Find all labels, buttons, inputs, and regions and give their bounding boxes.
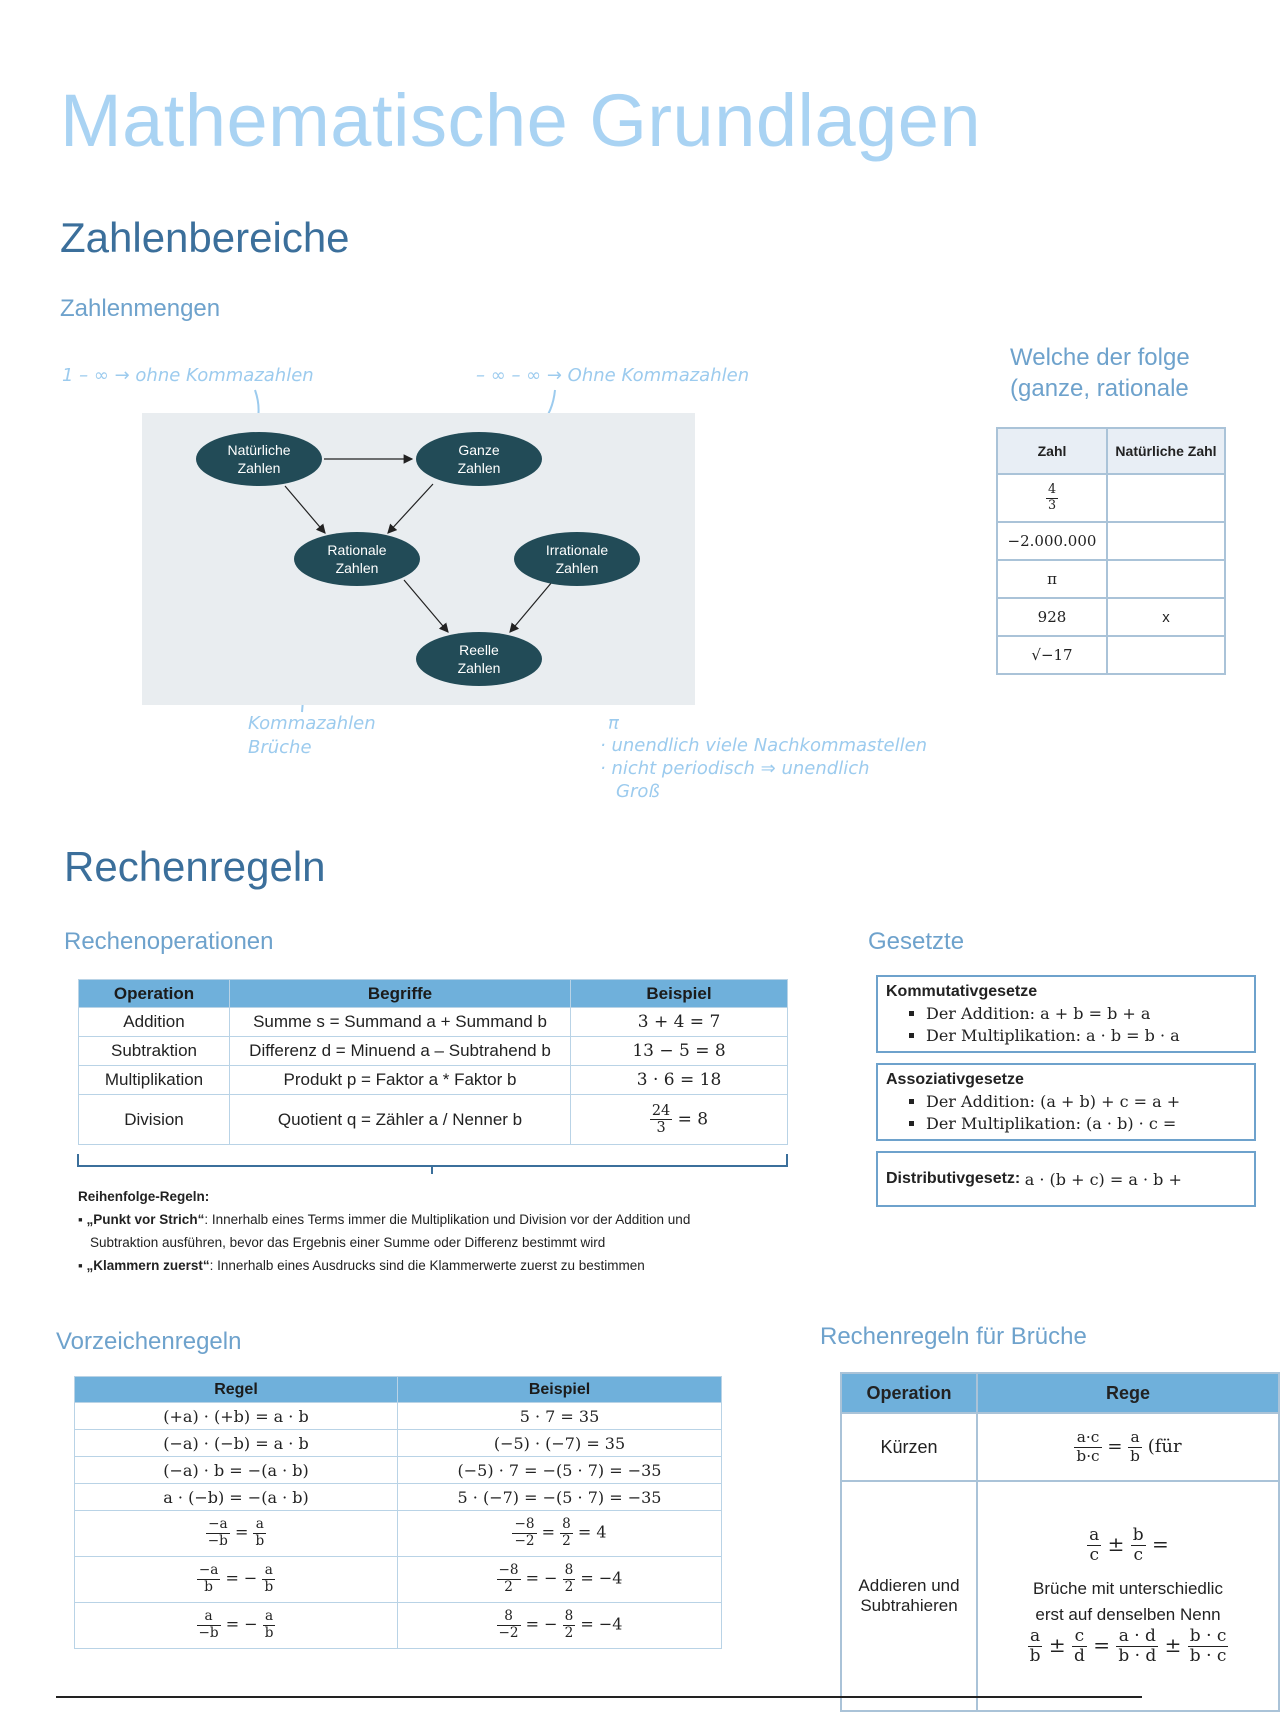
exercise-row <box>997 560 1225 598</box>
exercise-row <box>997 474 1225 522</box>
ops-col-begriffe: Begriffe <box>230 980 571 1008</box>
exercise-cell-mark[interactable]: x <box>1107 598 1225 636</box>
note-irrational-4: Groß <box>616 781 660 802</box>
table-row <box>841 1413 1279 1481</box>
fractions-cell-rule: $\frac{a}{c}$ ± $\frac{b}{c}$ = Brüche mit unterschiedlic erst auf denselben Nenn $\frac{a}{b}$ ± $\frac{c}{d}$ = $\frac{a \cdot d}{b \cdot d}$ ± $\frac{b \cdot c}{b \cdot c}$ <box>977 1481 1279 1711</box>
exercise-cell-mark[interactable] <box>1107 636 1225 674</box>
ops-cell-terms: Differenz d = Minuend a – Subtrahend b <box>230 1037 571 1066</box>
order-rules <box>78 1185 798 1277</box>
ops-cell-operation: Subtraktion <box>79 1037 230 1066</box>
table-row <box>841 1481 1279 1711</box>
fractions-cell-rule: $\frac{a\cdot c}{b\cdot c}$ = $\frac{a}{b}$ (für <box>977 1413 1279 1481</box>
ops-cell-example: 13 − 5 = 8 <box>571 1037 788 1066</box>
table-row <box>75 1457 722 1484</box>
note-irrational-1: π <box>608 713 619 734</box>
table-row <box>75 1430 722 1457</box>
exercise-row <box>997 598 1225 636</box>
sign-cell-example: 5 · 7 = 35 <box>398 1403 722 1430</box>
sign-cell-example: $\frac{-8}{2}$ = − $\frac{8}{2}$ = −4 <box>398 1557 722 1603</box>
ops-cell-terms: Quotient q = Zähler a / Nenner b <box>230 1095 571 1145</box>
note-rational-2: Brüche <box>248 737 312 758</box>
subheading-vorzeichenregeln: Vorzeichenregeln <box>56 1328 242 1355</box>
subheading-brueche: Rechenregeln für Brüche <box>820 1323 1087 1350</box>
subheading-rechenoperationen: Rechenoperationen <box>64 928 274 955</box>
exercise-cell-number: 928 <box>997 598 1107 636</box>
law-title-assoziativ: Assoziativgesetze <box>886 1071 1024 1088</box>
node-rationale-zahlen: Rationale Zahlen <box>294 532 420 586</box>
law-kommutativ-addition: ▪ Der Addition: a + b = b + a <box>926 1003 1246 1025</box>
note-irrational-2: · unendlich viele Nachkommastellen <box>600 735 928 756</box>
law-box-assoziativ <box>876 1063 1256 1141</box>
table-row <box>75 1484 722 1511</box>
note-irrational-3: · nicht periodisch ⇒ unendlich <box>600 758 870 779</box>
exercise-row <box>997 636 1225 674</box>
subheading-zahlenmengen: Zahlenmengen <box>60 295 221 322</box>
table-row <box>75 1603 722 1649</box>
law-distributiv-formula: a · (b + c) = a · b + <box>1024 1169 1182 1189</box>
law-kommutativ-multiplikation: ▪ Der Multiplikation: a · b = b · a <box>926 1025 1246 1047</box>
page-title: Mathematische Grundlagen <box>60 79 982 162</box>
table-row <box>79 1095 788 1145</box>
exercise-question-line-2: (ganze, rationale <box>1010 375 1189 402</box>
law-assoziativ-multiplikation: ▪ Der Multiplikation: (a · b) · c = <box>926 1113 1246 1135</box>
node-ganze-zahlen: Ganze Zahlen <box>416 432 542 486</box>
fractions-table-wrapper <box>840 1372 1227 1700</box>
ops-cell-operation: Division <box>79 1095 230 1145</box>
bottom-divider <box>56 1696 1142 1698</box>
exercise-table-wrapper <box>996 427 1217 675</box>
ops-cell-operation: Addition <box>79 1008 230 1037</box>
ops-cell-operation: Multiplikation <box>79 1066 230 1095</box>
table-row <box>75 1403 722 1430</box>
sign-cell-rule: $\frac{-a}{-b}$ = $\frac{a}{b}$ <box>75 1511 398 1557</box>
sign-cell-example: $\frac{8}{-2}$ = − $\frac{8}{2}$ = −4 <box>398 1603 722 1649</box>
table-row <box>75 1511 722 1557</box>
exercise-cell-number: π <box>997 560 1107 598</box>
ops-cell-terms: Summe s = Summand a + Summand b <box>230 1008 571 1037</box>
exercise-question-line-1: Welche der folge <box>1010 344 1190 371</box>
exercise-cell-mark[interactable] <box>1107 560 1225 598</box>
node-natuerliche-zahlen: Natürliche Zahlen <box>196 432 322 486</box>
exercise-cell-mark[interactable] <box>1107 474 1225 522</box>
note-natural: 1 – ∞ → ohne Kommazahlen <box>62 365 314 386</box>
fractions-cell-operation: Kürzen <box>841 1413 977 1481</box>
law-box-kommutativ <box>876 975 1256 1053</box>
section-heading-zahlenbereiche: Zahlenbereiche <box>60 214 350 261</box>
sign-cell-example: $\frac{-8}{-2}$ = $\frac{8}{2}$ = 4 <box>398 1511 722 1557</box>
law-title-distributiv: Distributivgesetz: <box>886 1170 1021 1187</box>
exercise-cell-number: −2.000.000 <box>997 522 1107 560</box>
exercise-cell-mark[interactable] <box>1107 522 1225 560</box>
operations-table <box>78 979 788 1145</box>
subheading-gesetzte: Gesetzte <box>868 928 965 955</box>
brace-connector <box>70 1152 800 1174</box>
sign-cell-example: (−5) · (−7) = 35 <box>398 1430 722 1457</box>
sign-cell-example: 5 · (−7) = −(5 · 7) = −35 <box>398 1484 722 1511</box>
law-box-distributiv <box>876 1151 1256 1207</box>
ops-cell-terms: Produkt p = Faktor a * Faktor b <box>230 1066 571 1095</box>
sign-col-regel: Regel <box>75 1377 398 1403</box>
note-rational-1: Kommazahlen <box>248 713 376 734</box>
sign-col-beispiel: Beispiel <box>398 1377 722 1403</box>
sign-cell-rule: a · (−b) = −(a · b) <box>75 1484 398 1511</box>
note-integer: – ∞ – ∞ → Ohne Kommazahlen <box>476 365 750 386</box>
ops-col-operation: Operation <box>79 980 230 1008</box>
node-irrationale-zahlen: Irrationale Zahlen <box>514 532 640 586</box>
exercise-cell-number: $\frac{4}{3}$ <box>997 474 1107 522</box>
fractions-col-regel: Rege <box>977 1373 1279 1413</box>
law-assoziativ-addition: ▪ Der Addition: (a + b) + c = a + <box>926 1091 1246 1113</box>
sign-cell-example: (−5) · 7 = −(5 · 7) = −35 <box>398 1457 722 1484</box>
order-rule-1: ▪ „Punkt vor Strich“: Innerhalb eines Terms immer die Multiplikation und Division vor der Addition und <box>78 1212 691 1227</box>
fractions-table <box>840 1372 1280 1712</box>
order-rule-2: ▪ „Klammern zuerst“: Innerhalb eines Ausdrucks sind die Klammerwerte zuerst zu bestimmen <box>78 1258 645 1273</box>
exercise-question <box>1010 342 1200 404</box>
exercise-table <box>996 427 1226 675</box>
exercise-row <box>997 522 1225 560</box>
ops-cell-example: 3 · 6 = 18 <box>571 1066 788 1095</box>
law-title-kommutativ: Kommutativgesetze <box>886 983 1038 1000</box>
sign-cell-rule: (+a) · (+b) = a · b <box>75 1403 398 1430</box>
fractions-cell-operation: Addieren und Subtrahieren <box>841 1481 977 1711</box>
sign-cell-rule: $\frac{a}{-b}$ = − $\frac{a}{b}$ <box>75 1603 398 1649</box>
ops-cell-example: $\frac{24}{3}$ = 8 <box>571 1095 788 1145</box>
table-row <box>79 1037 788 1066</box>
ops-cell-example: 3 + 4 = 7 <box>571 1008 788 1037</box>
exercise-col-zahl: Zahl <box>997 428 1107 474</box>
table-row <box>79 1066 788 1095</box>
sign-cell-rule: (−a) · (−b) = a · b <box>75 1430 398 1457</box>
sign-cell-rule: $\frac{-a}{b}$ = − $\frac{a}{b}$ <box>75 1557 398 1603</box>
fractions-col-operation: Operation <box>841 1373 977 1413</box>
order-rule-1-continued: Subtraktion ausführen, bevor das Ergebnis einer Summe oder Differenz bestimmt wird <box>90 1235 606 1250</box>
order-rules-title: Reihenfolge-Regeln: <box>78 1189 210 1204</box>
sign-rules-table <box>74 1376 722 1649</box>
laws-panel <box>876 975 1200 1215</box>
sign-cell-rule: (−a) · b = −(a · b) <box>75 1457 398 1484</box>
section-heading-rechenregeln: Rechenregeln <box>64 843 326 890</box>
exercise-col-natuerliche: Natürliche Zahl <box>1107 428 1225 474</box>
node-reelle-zahlen: Reelle Zahlen <box>416 632 542 686</box>
table-row <box>79 1008 788 1037</box>
ops-col-beispiel: Beispiel <box>571 980 788 1008</box>
exercise-cell-number: √−17 <box>997 636 1107 674</box>
table-row <box>75 1557 722 1603</box>
